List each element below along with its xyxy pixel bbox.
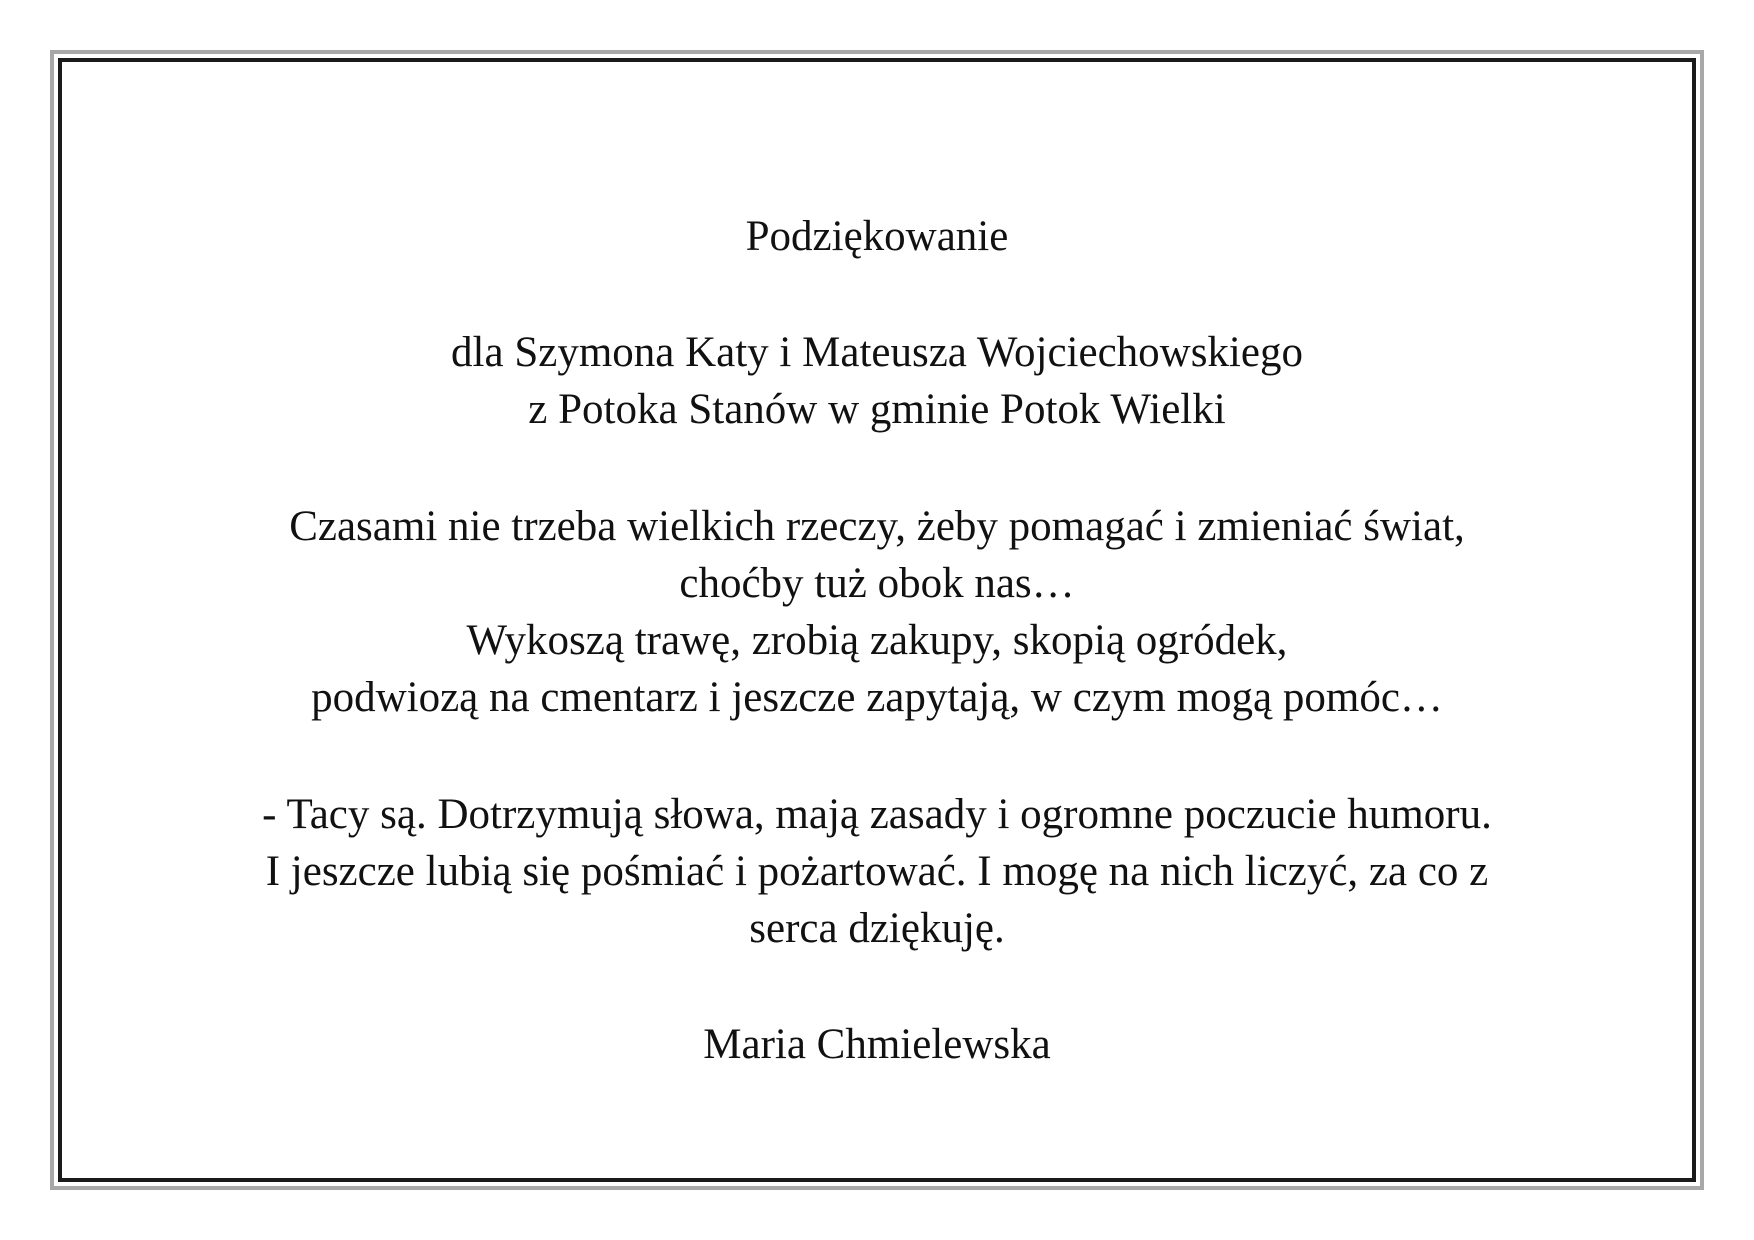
card-content — [62, 62, 1692, 1178]
recipients-line: dla Szymona Katy i Mateusza Wojciechowskiego — [451, 329, 1303, 376]
recipients-block — [62, 324, 1692, 438]
recipients-line: z Potoka Stanów w gminie Potok Wielki — [528, 386, 1226, 433]
verse-line: podwiozą na cmentarz i jeszcze zapytają, w czym mogą pomóc… — [311, 674, 1443, 721]
praise-block — [62, 786, 1692, 957]
verse-line: Wykoszą trawę, zrobią zakupy, skopią ogródek, — [466, 617, 1288, 664]
praise-line: I jeszcze lubią się pośmiać i pożartować. I mogę na nich liczyć, za co z — [265, 848, 1489, 895]
verse-line: Czasami nie trzeba wielkich rzeczy, żeby pomagać i zmieniać świat, — [289, 503, 1465, 550]
praise-line: - Tacy są. Dotrzymują słowa, mają zasady i ogromne poczucie humoru. — [262, 791, 1492, 838]
verse-line: choćby tuż obok nas… — [679, 560, 1075, 607]
signature: Maria Chmielewska — [703, 1021, 1051, 1068]
card-frame-outer — [50, 50, 1704, 1190]
card-title: Podziękowanie — [745, 213, 1009, 260]
verse-block — [62, 498, 1692, 726]
praise-line: serca dziękuję. — [749, 905, 1005, 952]
card-frame-inner — [58, 58, 1696, 1182]
